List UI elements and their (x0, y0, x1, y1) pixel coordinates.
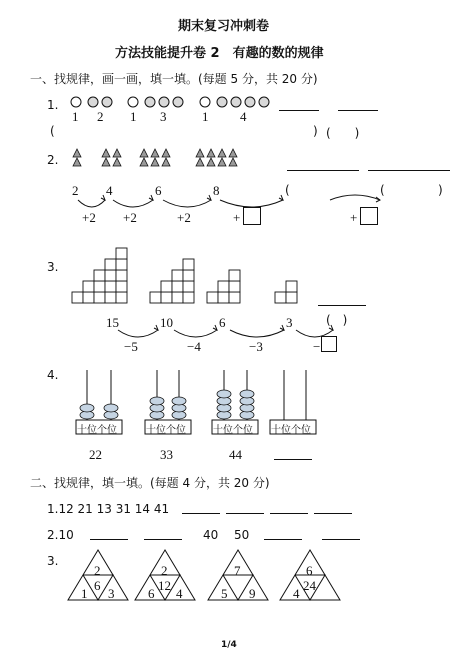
triangle-center: 6 (94, 578, 101, 593)
q3-draw-blank[interactable] (318, 305, 366, 306)
q3-seq-value: 3 (286, 315, 293, 330)
q2-answer-blank[interactable] (368, 170, 450, 171)
triangle-left: 4 (293, 586, 300, 601)
q1-paren-close: ) (313, 124, 318, 138)
s2-q1-blank[interactable] (270, 513, 308, 514)
number-triangles (0, 548, 460, 608)
q1-label: 2 (97, 109, 104, 124)
abacus-place-label: 十位个位 (213, 425, 253, 436)
q2-step: +2 (123, 210, 137, 225)
triangle-left: 1 (81, 586, 88, 601)
triangle-right: 9 (249, 586, 256, 601)
triangle-right: 3 (108, 586, 115, 601)
q2-answer-blank[interactable] (287, 170, 359, 171)
q3-number: 3. (47, 260, 59, 274)
page-title: 期末复习冲刺卷 (178, 19, 270, 34)
s2-q1-blank[interactable] (182, 513, 220, 514)
q3-step: − (313, 339, 321, 354)
q3-seq-value: 6 (219, 315, 226, 330)
q3-seq-value: 10 (160, 315, 173, 330)
q4-value: 22 (89, 447, 102, 462)
q3-block-staircases (0, 248, 310, 308)
abacus-place-label: 十位个位 (77, 425, 117, 436)
section2-heading: 二、找规律，填一填。(每题 4 分，共 20 分) (30, 476, 270, 490)
q4-number: 4. (47, 368, 59, 382)
abacus-place-label: 十位个位 (271, 425, 311, 436)
s2-q1-sequence: 1.12 21 13 31 14 41 (47, 502, 170, 516)
triangle-top: 2 (94, 563, 101, 578)
q1-circles (0, 94, 280, 114)
q4-value: 33 (160, 447, 173, 462)
triangle-top: 2 (161, 563, 168, 578)
s2-q1-blank[interactable] (226, 513, 264, 514)
q2-seq-value: 4 (106, 183, 113, 198)
s2-q2-blank[interactable] (90, 539, 128, 540)
q2-step: +2 (177, 210, 191, 225)
s2-q3-number: 3. (47, 554, 59, 568)
q3-step: −3 (249, 339, 263, 354)
triangle-left: 6 (148, 586, 155, 601)
q2-step-box[interactable] (360, 207, 378, 225)
q1-label: 3 (160, 109, 167, 124)
q2-seq-value: 8 (213, 183, 220, 198)
triangle-top: 6 (306, 563, 313, 578)
q3-step-box[interactable] (321, 336, 337, 352)
q1-answer-blank[interactable] (338, 110, 378, 111)
q2-paren[interactable]: ( (285, 183, 290, 197)
q1-label: 1 (202, 109, 209, 124)
q2-seq-value: 6 (155, 183, 162, 198)
q2-step: +2 (82, 210, 96, 225)
q2-seq-value: 2 (72, 183, 79, 198)
q2-number: 2. (47, 153, 59, 167)
q2-arcs (0, 190, 460, 220)
s2-q2-blank[interactable] (264, 539, 302, 540)
q4-value: 44 (229, 447, 242, 462)
q3-step: −4 (187, 339, 201, 354)
section1-heading: 一、找规律，画一画，填一填。(每题 5 分，共 20 分) (30, 72, 318, 86)
s2-q2-blank[interactable] (322, 539, 360, 540)
s2-q2-blank[interactable] (144, 539, 182, 540)
q2-triangles (0, 148, 270, 170)
s2-q2-value: 50 (234, 528, 250, 542)
q2-step-box[interactable] (243, 207, 261, 225)
q3-step: −5 (124, 339, 138, 354)
triangle-center: 24 (303, 578, 316, 593)
q1-label: 1 (130, 109, 137, 124)
triangle-top: 7 (234, 563, 241, 578)
q1-paren-open: ( (50, 124, 55, 138)
q1-label: 1 (72, 109, 79, 124)
page-number: 1/4 (221, 640, 237, 650)
q2-paren[interactable]: ( (380, 183, 385, 197)
q2-step: + (350, 210, 358, 225)
s2-q2-prefix: 2.10 (47, 528, 74, 542)
q1-number: 1. (47, 98, 59, 112)
abacus-place-label: 十位个位 (146, 425, 186, 436)
q3-arcs (0, 322, 460, 352)
q3-paren[interactable]: ( ) (326, 313, 348, 327)
triangle-center: 12 (158, 578, 171, 593)
q2-paren[interactable]: ) (438, 183, 443, 197)
triangle-right: 4 (176, 586, 183, 601)
s2-q1-blank[interactable] (314, 513, 352, 514)
q2-step: + (233, 210, 241, 225)
q1-answer-blank[interactable] (279, 110, 319, 111)
page-subtitle: 方法技能提升卷 2 有趣的数的规律 (115, 46, 324, 61)
triangle-left: 5 (221, 586, 228, 601)
q1-paren-pair[interactable]: ( ) (326, 126, 360, 140)
q1-label: 4 (240, 109, 247, 124)
q4-answer-blank[interactable] (274, 459, 312, 460)
q3-seq-value: 15 (106, 315, 119, 330)
s2-q2-value: 40 (203, 528, 219, 542)
